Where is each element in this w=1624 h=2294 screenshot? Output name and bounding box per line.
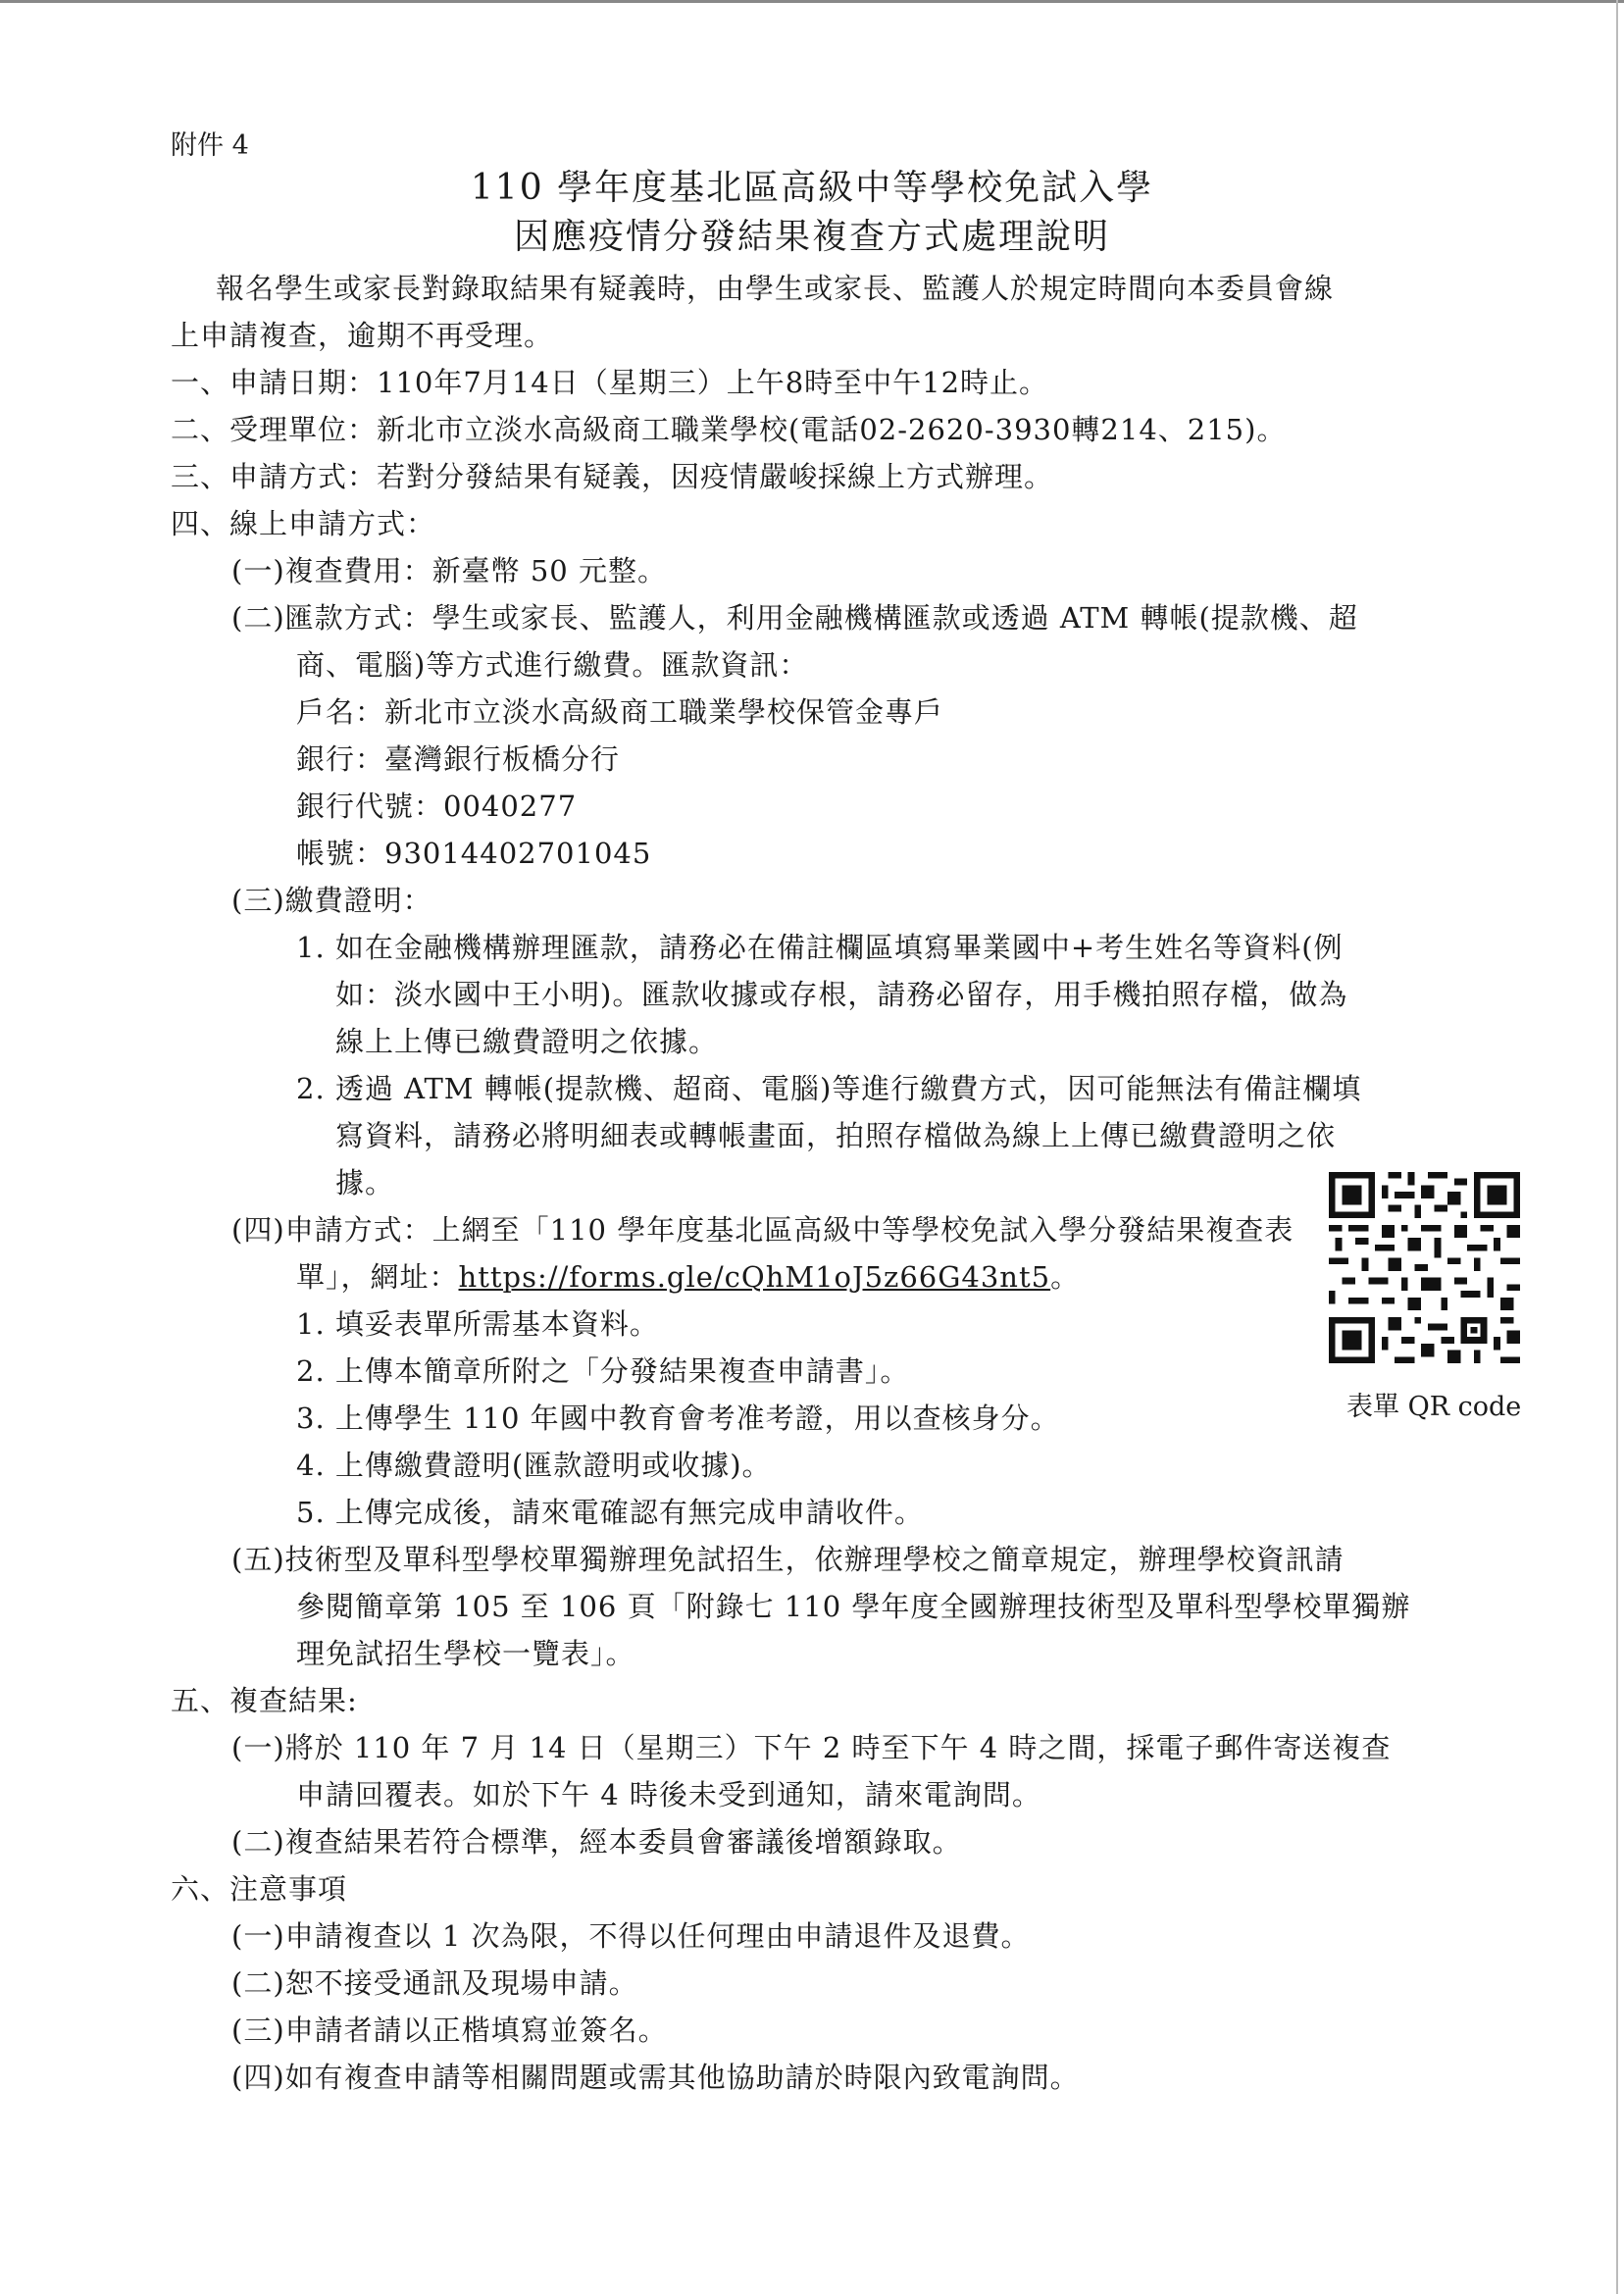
apply-line2-suffix: 。 xyxy=(1050,1260,1081,1294)
apply-line2-prefix: 單」，網址： xyxy=(296,1260,459,1294)
attachment-label: 附件 4 xyxy=(171,130,249,161)
step-item: 3. 上傳學生 110 年國中教育會考准考證，用以查核身分。 xyxy=(296,1402,1060,1435)
account-name: 戶名：新北市立淡水高級商工職業學校保管金專戶 xyxy=(296,695,944,729)
note-1: (一)申請複查以 1 次為限，不得以任何理由申請退件及退費。 xyxy=(231,1919,1031,1953)
document-title-line2: 因應疫情分發結果複查方式處理說明 xyxy=(513,217,1110,257)
step-item: 1. 填妥表單所需基本資料。 xyxy=(296,1307,659,1341)
proof1-line3: 線上上傳已繳費證明之依據。 xyxy=(335,1025,719,1058)
qr-code-caption: 表單 QR code xyxy=(1346,1392,1522,1422)
apply-line2 xyxy=(296,1259,1080,1295)
section-6-heading: 六、注意事項 xyxy=(171,1872,348,1906)
section-2: 二、受理單位：新北市立淡水高級商工職業學校(電話02-2620-3930轉214、215)。 xyxy=(171,413,1287,446)
document-title-line1: 110 學年度基北區高級中等學校免試入學 xyxy=(470,168,1154,208)
bank-code: 銀行代號：0040277 xyxy=(296,790,578,823)
remit-line1: (二)匯款方式：學生或家長、監護人，利用金融機構匯款或透過 ATM 轉帳(提款機、超 xyxy=(231,601,1358,635)
scan-right-edge xyxy=(1616,0,1618,2294)
proof2-line3: 據。 xyxy=(335,1166,395,1199)
step-item: 4. 上傳繳費證明(匯款證明或收據)。 xyxy=(296,1449,772,1482)
result1-line1: (一)將於 110 年 7 月 14 日（星期三）下午 2 時至下午 4 時之間，採電子郵件寄送複查 xyxy=(231,1731,1392,1764)
note-4: (四)如有複查申請等相關問題或需其他協助請於時限內致電詢問。 xyxy=(231,2061,1080,2094)
bank-name: 銀行：臺灣銀行板橋分行 xyxy=(296,742,621,776)
proof2-line2: 寫資料，請務必將明細表或轉帳畫面，拍照存檔做為線上上傳已繳費證明之依 xyxy=(335,1119,1337,1152)
note-2: (二)恕不接受通訊及現場申請。 xyxy=(231,1966,638,2000)
scan-top-edge xyxy=(0,0,1624,3)
result2: (二)複查結果若符合標準，經本委員會審議後增額錄取。 xyxy=(231,1825,962,1859)
note-3: (三)申請者請以正楷填寫並簽名。 xyxy=(231,2014,668,2047)
apply-line1: (四)申請方式：上網至「110 學年度基北區高級中等學校免試入學分發結果複查表 xyxy=(231,1213,1294,1247)
account-number: 帳號：93014402701045 xyxy=(296,837,652,870)
proof1-line2: 如：淡水國中王小明)。匯款收據或存根，請務必留存，用手機拍照存檔，做為 xyxy=(335,978,1348,1011)
form-qr-code-icon[interactable] xyxy=(1329,1172,1520,1363)
result1-line2: 申請回覆表。如於下午 4 時後未受到通知，請來電詢問。 xyxy=(296,1778,1041,1811)
section-4-heading: 四、線上申請方式： xyxy=(171,507,436,540)
tech-line2: 參閱簡章第 105 至 106 頁「附錄七 110 學年度全國辦理技術型及單科型學校單獨辦 xyxy=(296,1590,1411,1623)
remit-line2: 商、電腦)等方式進行繳費。匯款資訊： xyxy=(296,648,809,682)
tech-line1: (五)技術型及單科型學校單獨辦理免試招生，依辦理學校之簡章規定，辦理學校資訊請 xyxy=(231,1543,1345,1576)
step-item: 5. 上傳完成後，請來電確認有無完成申請收件。 xyxy=(296,1496,924,1529)
intro-line2: 上申請複查，逾期不再受理。 xyxy=(171,319,554,352)
proof2-line1: 2. 透過 ATM 轉帳(提款機、超商、電腦)等進行繳費方式，因可能無法有備註欄填 xyxy=(296,1072,1362,1105)
proof-heading: (三)繳費證明： xyxy=(231,884,432,917)
proof1-line1: 1. 如在金融機構辦理匯款，請務必在備註欄區填寫畢業國中+考生姓名等資料(例 xyxy=(296,931,1344,964)
section-1: 一、申請日期：110年7月14日（星期三）上午8時至中午12時止。 xyxy=(171,366,1049,399)
section-5-heading: 五、複查結果: xyxy=(171,1684,358,1717)
fee-item: (一)複查費用：新臺幣 50 元整。 xyxy=(231,554,667,587)
intro-line1: 報名學生或家長對錄取結果有疑義時，由學生或家長、監護人於規定時間向本委員會線 xyxy=(216,272,1335,305)
tech-line3: 理免試招生學校一覽表」。 xyxy=(296,1637,635,1670)
form-url-link[interactable]: https://forms.gle/cQhM1oJ5z66G43nt5 xyxy=(458,1260,1051,1294)
section-3: 三、申請方式：若對分發結果有疑義，因疫情嚴峻採線上方式辦理。 xyxy=(171,460,1054,493)
step-item: 2. 上傳本簡章所附之「分發結果複查申請書」。 xyxy=(296,1354,910,1388)
